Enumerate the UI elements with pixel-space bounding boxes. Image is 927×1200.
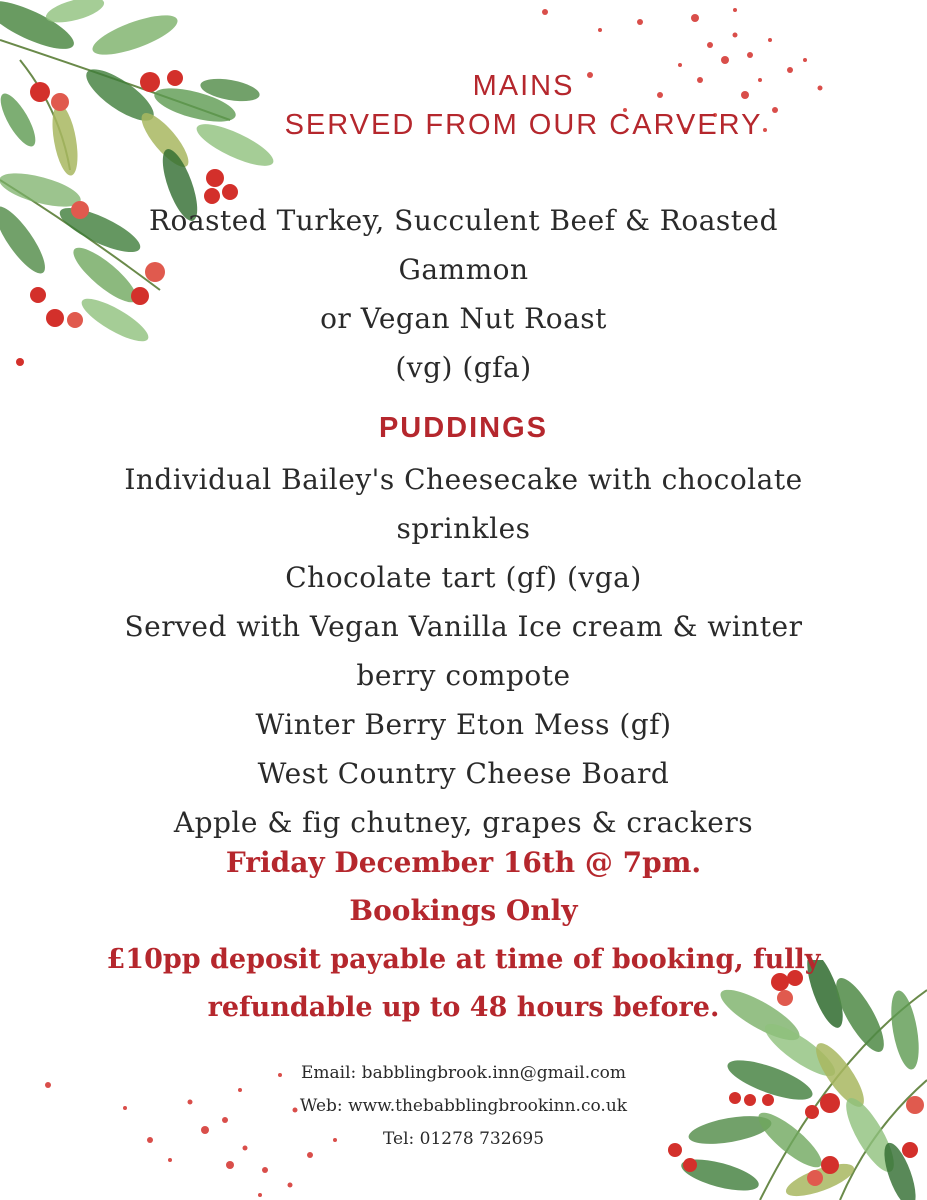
contact-web[interactable]: Web: www.thebabblingbrookinn.co.uk — [299, 1096, 628, 1116]
pudding-item: Apple & fig chutney, grapes & crackers — [173, 806, 754, 839]
mains-subheading: SERVED FROM OUR CARVERY — [284, 109, 763, 141]
contact-tel[interactable]: Tel: 01278 732695 — [382, 1129, 545, 1149]
mains-item: (vg) (gfa) — [395, 351, 532, 384]
pudding-item: berry compote — [356, 659, 571, 692]
pudding-item: West Country Cheese Board — [257, 757, 670, 790]
contact-email[interactable]: Email: babblingbrook.inn@gmail.com — [301, 1063, 626, 1083]
pudding-item: sprinkles — [396, 512, 531, 545]
event-date: Friday December 16th @ 7pm. — [225, 846, 702, 879]
pudding-item: Individual Bailey's Cheesecake with chocolate — [124, 463, 803, 496]
puddings-heading: PUDDINGS — [378, 412, 549, 444]
deposit-notice: £10pp deposit payable at time of booking, fully — [106, 944, 821, 975]
pudding-item: Chocolate tart (gf) (vga) — [285, 561, 642, 594]
mains-heading: MAINS — [472, 70, 575, 102]
pudding-item: Served with Vegan Vanilla Ice cream & winter — [124, 610, 803, 643]
mains-item: Gammon — [398, 253, 529, 286]
mains-item: Roasted Turkey, Succulent Beef & Roasted — [148, 204, 779, 237]
bookings-only-notice: Bookings Only — [349, 894, 578, 927]
mains-item: or Vegan Nut Roast — [320, 302, 607, 335]
deposit-notice: refundable up to 48 hours before. — [207, 992, 720, 1023]
pudding-item: Winter Berry Eton Mess (gf) — [255, 708, 672, 741]
